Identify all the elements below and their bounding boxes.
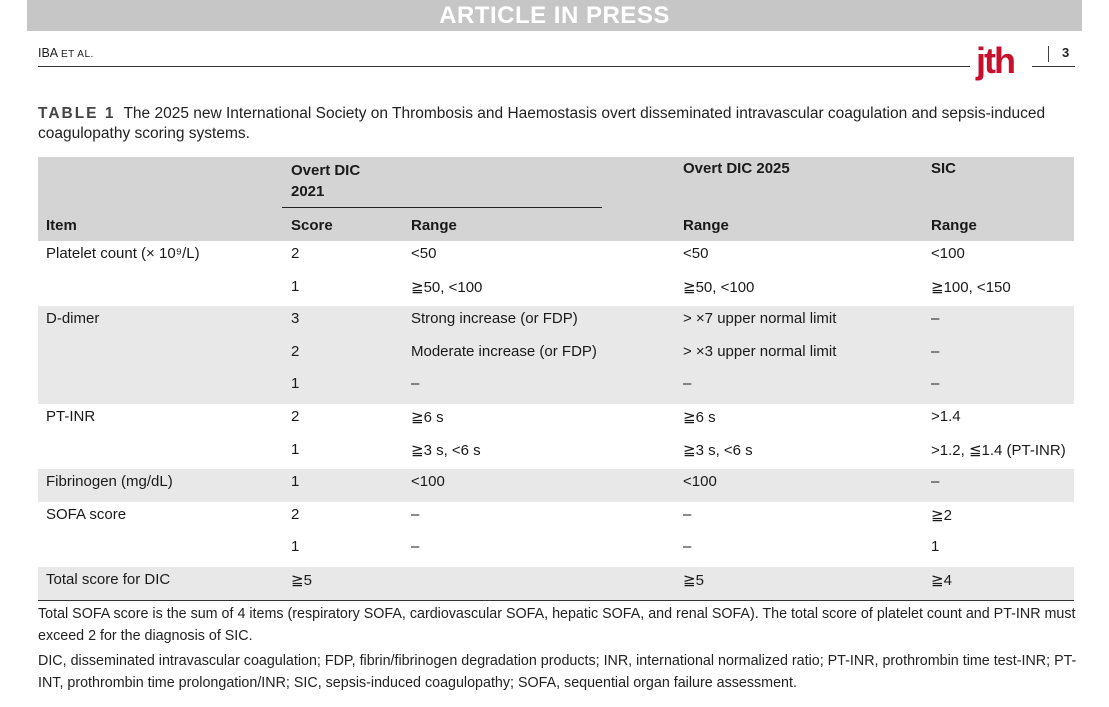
- range-sic-cell: ≧100, <150: [931, 278, 1011, 296]
- table-row: [38, 274, 1074, 307]
- range-2025-cell: <50: [683, 245, 709, 262]
- group-header-overt-2021: Overt DIC 2021: [291, 162, 361, 200]
- range-2025-cell: –: [683, 538, 692, 556]
- score-cell: 2: [291, 407, 300, 425]
- score-cell: 3: [291, 310, 300, 328]
- table-row: [38, 339, 1074, 372]
- item-cell: Total score for DIC: [46, 570, 171, 588]
- footnote-sofa: Total SOFA score is the sum of 4 items (respiratory SOFA, cardiovascular SOFA, hepatic SOFA, and renal SOFA). The total score of platelet count and PT-INR must exceed 2 for the diagnosis of SIC.: [38, 606, 1076, 644]
- table-row: [38, 306, 1074, 339]
- item-cell: PT-INR: [46, 407, 96, 425]
- table-row: [38, 534, 1074, 567]
- journal-logo-text: jth: [976, 40, 1014, 81]
- range-2025-cell: –: [683, 505, 692, 523]
- item-cell: SOFA score: [46, 505, 127, 523]
- table-row: [38, 567, 1074, 600]
- group-header-overt-2025: Overt DIC 2025: [683, 160, 790, 177]
- range-sic-cell: ≧4: [931, 571, 952, 589]
- range-sic-cell: –: [931, 375, 940, 393]
- table-caption: [38, 104, 1078, 144]
- range-2021-cell: ≧3 s, <6 s: [411, 441, 481, 459]
- et-al-text: ET AL.: [60, 49, 94, 60]
- item-cell: Fibrinogen (mg/dL): [46, 473, 173, 491]
- column-header-range-2021: Range: [411, 217, 457, 234]
- author-name: IBA: [38, 46, 58, 60]
- running-head-authors: [38, 46, 94, 60]
- range-2021-cell: –: [411, 505, 420, 523]
- score-cell: 1: [291, 277, 300, 295]
- article-in-press-banner: [27, 0, 1082, 31]
- score-cell: 1: [291, 538, 300, 556]
- range-sic-cell: –: [931, 473, 940, 491]
- table-row: [38, 469, 1074, 502]
- table-header: [38, 157, 1074, 241]
- table-bottom-rule: [38, 600, 1074, 601]
- range-2021-cell: ≧6 s: [411, 408, 444, 426]
- column-header-range-sic: Range: [931, 217, 977, 234]
- range-sic-cell: >1.4: [931, 407, 961, 425]
- range-2025-cell: ≧3 s, <6 s: [683, 441, 753, 459]
- score-cell: ≧5: [291, 571, 312, 589]
- range-2021-cell: <100: [411, 473, 445, 491]
- score-cell: 2: [291, 505, 300, 523]
- range-2025-cell: ≧5: [683, 571, 704, 589]
- score-cell: 1: [291, 375, 300, 393]
- range-sic-cell: >1.2, ≦1.4 (PT-INR): [931, 441, 1066, 459]
- item-cell: D-dimer: [46, 310, 100, 328]
- page-number: 3: [1062, 45, 1070, 60]
- range-sic-cell: ≧2: [931, 506, 952, 524]
- table-row: [38, 437, 1074, 470]
- range-2025-cell: > ×7 upper normal limit: [683, 310, 837, 328]
- group-header-sic: SIC: [931, 160, 957, 177]
- range-2021-cell: –: [411, 375, 420, 393]
- scoring-table: [38, 157, 1074, 601]
- range-2025-cell: > ×3 upper normal limit: [683, 342, 837, 360]
- range-sic-cell: 1: [931, 538, 940, 556]
- journal-logo: [970, 38, 1032, 84]
- item-cell: Platelet count (× 10⁹/L): [46, 245, 200, 262]
- score-cell: 2: [291, 342, 300, 360]
- range-2025-cell: <100: [683, 473, 717, 491]
- range-sic-cell: –: [931, 342, 940, 360]
- range-2021-cell: Moderate increase (or FDP): [411, 342, 597, 360]
- score-cell: 2: [291, 245, 300, 262]
- footnote-abbreviations: DIC, disseminated intravascular coagulation; FDP, fibrin/fibrinogen degradation products; INR, international normalized ratio; PT-INR, prothrombin time test-INR; PT-INT, prothrombin time prolongation/INR; SIC, sepsis-induced coagulopathy; SOFA, sequential organ failure assessment.: [38, 653, 1077, 691]
- range-2021-cell: –: [411, 538, 420, 556]
- banner-text: ARTICLE IN PRESS: [439, 2, 670, 29]
- range-2021-cell: ≧50, <100: [411, 278, 483, 296]
- score-cell: 1: [291, 473, 300, 491]
- range-2021-cell: <50: [411, 245, 437, 262]
- range-sic-cell: –: [931, 310, 940, 328]
- table-row: [38, 502, 1074, 535]
- header-rule: [38, 66, 1075, 67]
- column-header-item: Item: [46, 217, 77, 234]
- range-2025-cell: –: [683, 375, 692, 393]
- table-row: [38, 404, 1074, 437]
- range-2021-cell: Strong increase (or FDP): [411, 310, 578, 328]
- page-divider-bar: [1048, 46, 1049, 62]
- range-2025-cell: ≧50, <100: [683, 278, 755, 296]
- range-sic-cell: <100: [931, 245, 965, 262]
- score-cell: 1: [291, 440, 300, 458]
- range-2025-cell: ≧6 s: [683, 408, 716, 426]
- table-row: [38, 241, 1074, 274]
- column-header-score: Score: [291, 217, 333, 234]
- column-header-range-2025: Range: [683, 217, 729, 234]
- table-row: [38, 371, 1074, 404]
- table-caption-text: The 2025 new International Society on Thrombosis and Haemostasis overt disseminated intravascular coagulation and sepsis-induced coagulopathy scoring systems.: [38, 105, 1046, 142]
- table-label: TABLE 1: [38, 105, 116, 122]
- group-header-rule: [282, 207, 602, 208]
